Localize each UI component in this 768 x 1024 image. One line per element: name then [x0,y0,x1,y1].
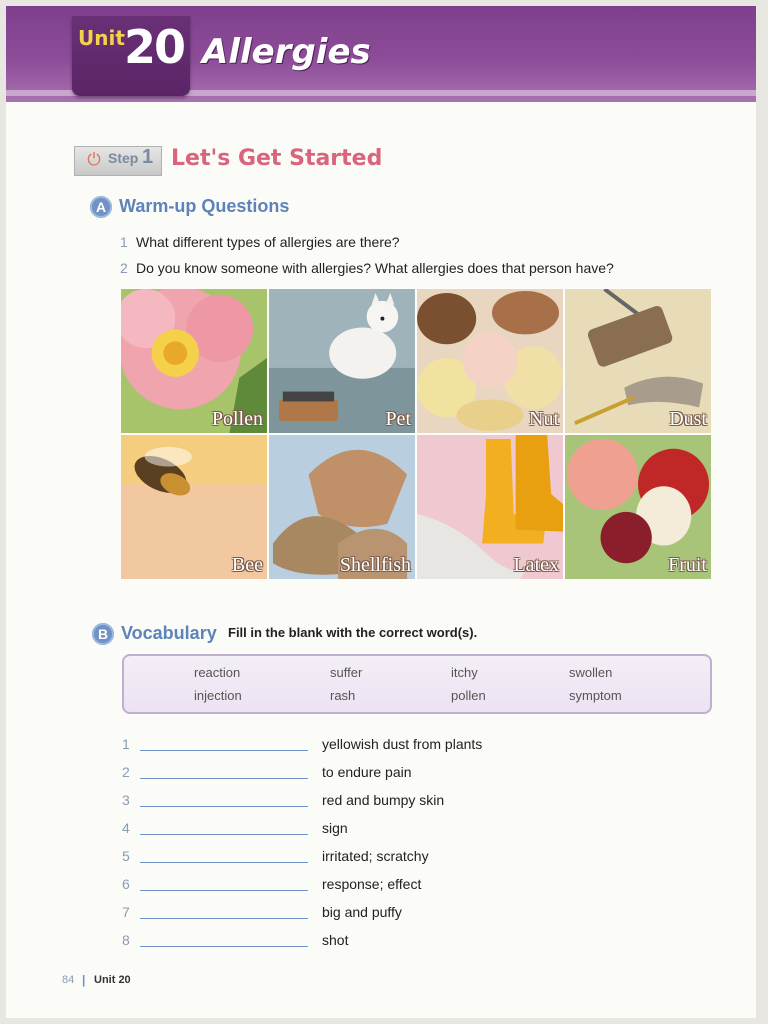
word-bank [122,654,712,714]
image-cell-dust [564,288,712,434]
word-bank-item: reaction [194,665,241,680]
answer-blank[interactable] [140,918,308,919]
textbook-page [6,6,756,1018]
item-definition: irritated; scratchy [322,848,429,864]
word-bank-item: injection [194,688,242,703]
word-bank-item: swollen [569,665,613,680]
image-cell-bee [120,434,268,580]
answer-blank[interactable] [140,862,308,863]
word-bank-item: itchy [451,665,478,680]
section-a-title: Warm-up Questions [119,196,290,216]
item-definition: red and bumpy skin [322,792,445,808]
item-definition: to endure pain [322,764,412,780]
unit-word: Unit [78,26,125,50]
question-number: 2 [120,260,128,276]
unit-number: 20 [124,20,185,74]
answer-blank[interactable] [140,834,308,835]
section-b-badge: B [92,623,114,645]
unit-title: Allergies [202,32,371,72]
image-label-pollen: Pollen [211,408,263,430]
image-cell-latex [416,434,564,580]
vocabulary-instruction: Fill in the blank with the correct word(s). [228,625,478,640]
item-definition: response; effect [322,876,422,892]
item-definition: yellowish dust from plants [322,736,483,752]
step-number: 1 [142,146,154,168]
answer-blank[interactable] [140,890,308,891]
footer-unit-label: Unit 20 [94,974,131,986]
answer-blank[interactable] [140,806,308,807]
answer-blank[interactable] [140,778,308,779]
step-title: Let's Get Started [171,146,383,171]
image-cell-fruit [564,434,712,580]
item-definition: shot [322,932,349,948]
word-bank-item: pollen [451,688,486,703]
power-icon: ⏻ [87,150,101,169]
item-number: 8 [122,932,130,948]
answer-blank[interactable] [140,946,308,947]
item-number: 1 [122,736,130,752]
item-definition: big and puffy [322,904,402,920]
word-bank-item: suffer [330,665,363,680]
question-text: Do you know someone with allergies? What allergies does that person have? [136,260,614,276]
footer-separator: | [82,973,86,987]
image-label-nut: Nut [529,408,559,430]
image-cell-pollen [120,288,268,434]
item-number: 6 [122,876,130,892]
answer-blank[interactable] [140,750,308,751]
item-number: 2 [122,764,130,780]
image-cell-shellfish [268,434,416,580]
image-cell-pet [268,288,416,434]
image-cell-nut [416,288,564,434]
section-a-badge: A [90,196,112,218]
question-text: What different types of allergies are there? [136,234,400,250]
image-label-pet: Pet [385,408,411,430]
page-number: 84 [62,974,75,986]
item-number: 5 [122,848,130,864]
word-bank-item: rash [330,688,356,703]
image-label-latex: Latex [513,554,559,576]
image-label-fruit: Fruit [668,554,707,576]
item-number: 4 [122,820,130,836]
item-number: 7 [122,904,130,920]
item-number: 3 [122,792,130,808]
allergy-image-grid [120,288,712,580]
section-b-title: Vocabulary [121,623,217,643]
image-label-shellfish: Shellfish [339,554,411,576]
step-label: Step [108,150,139,166]
question-number: 1 [120,234,128,250]
image-label-bee: Bee [231,554,263,576]
image-label-dust: Dust [669,408,707,430]
item-definition: sign [322,820,348,836]
word-bank-item: symptom [569,688,622,703]
